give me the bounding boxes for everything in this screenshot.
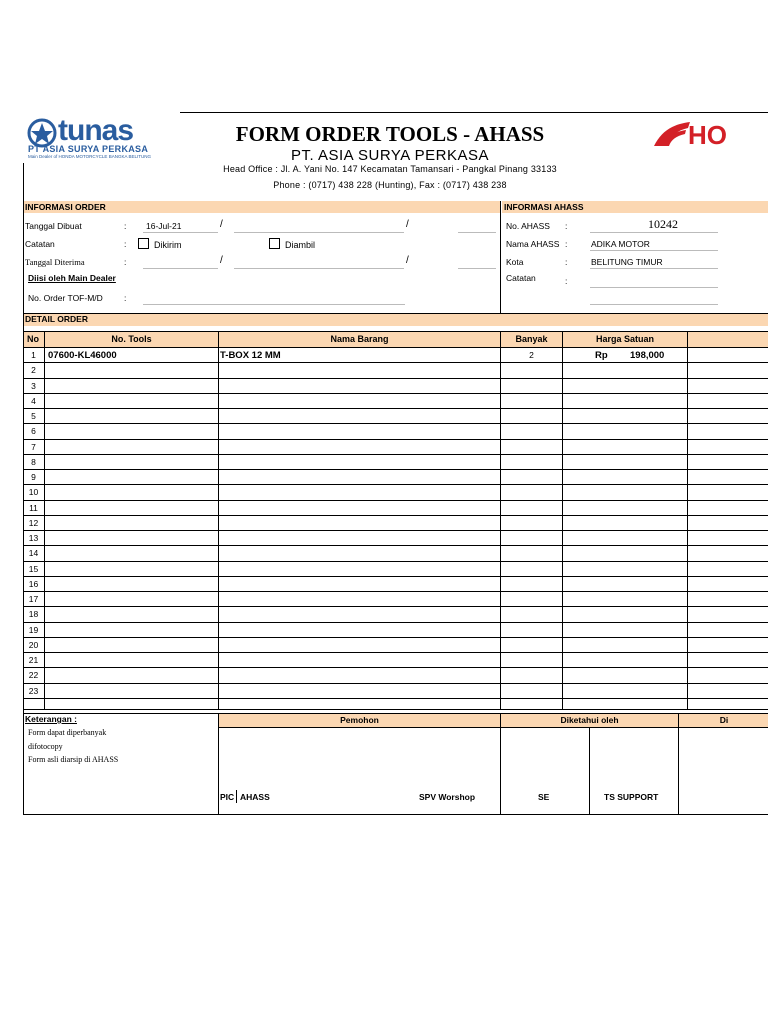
row-number: 1 [31, 350, 36, 360]
se-label: SE [538, 792, 550, 802]
row-number: 22 [28, 670, 39, 681]
col-no: No [27, 334, 39, 344]
row-rule [23, 530, 768, 531]
row-rule [23, 637, 768, 638]
row-rule [23, 606, 768, 607]
ts-support-label: TS SUPPORT [604, 792, 659, 802]
row-rule [23, 362, 768, 363]
row-number: 10 [28, 487, 39, 498]
diketahui-label: Diketahui oleh [560, 715, 619, 725]
field-line [458, 232, 496, 233]
field-line [590, 250, 718, 251]
col-no-tools: No. Tools [111, 334, 152, 344]
footer-divider [678, 713, 679, 814]
no-order-field[interactable] [143, 304, 405, 305]
col-banyak: Banyak [515, 334, 548, 344]
table-header-rule [23, 347, 768, 348]
note-3: Form asli diarsip di AHASS [28, 755, 119, 764]
footer-divider [500, 713, 501, 814]
no-ahass-label: No. AHASS [506, 221, 550, 231]
field-line [234, 232, 404, 233]
row-number: 8 [31, 456, 36, 467]
col-harga-satuan: Harga Satuan [595, 334, 655, 344]
field-line [234, 268, 404, 269]
row-rule [23, 515, 768, 516]
kota-value[interactable]: BELITUNG TIMUR [591, 257, 663, 267]
colon: : [565, 221, 568, 231]
nama-ahass-value[interactable]: ADIKA MOTOR [591, 239, 650, 249]
col-nama-barang: Nama Barang [330, 334, 389, 344]
row-number: 23 [28, 685, 39, 696]
slash: / [220, 255, 223, 266]
colon: : [124, 257, 127, 267]
order-info-title: INFORMASI ORDER [25, 202, 106, 212]
honda-logo [652, 118, 768, 152]
row-banyak: 2 [529, 350, 534, 360]
colon: : [124, 239, 127, 249]
tunas-logo [26, 116, 156, 160]
colon: : [124, 293, 127, 303]
field-line [143, 268, 218, 269]
row-number: 5 [31, 411, 36, 421]
row-number: 17 [28, 594, 39, 604]
row-number: 15 [28, 563, 39, 574]
pic-label: PIC [220, 792, 235, 802]
field-line [590, 304, 718, 305]
kota-label: Kota [506, 257, 524, 267]
keterangan-label: Keterangan : [25, 714, 77, 724]
ahass-sign-label: AHASS [240, 792, 270, 802]
colon: : [565, 239, 568, 249]
row-rule [23, 439, 768, 440]
row-rule [23, 393, 768, 394]
footer-bottom-rule [23, 814, 768, 815]
row-rule [23, 698, 768, 699]
tunas-tagline: Main Dealer of HONDA MOTORCYCLE BANGKA BELITUNG [28, 154, 151, 159]
extra-approval-label: Di [719, 715, 729, 725]
row-rule [23, 622, 768, 623]
catatan-label: Catatan [25, 239, 55, 249]
row-rule [23, 500, 768, 501]
pemohon-label: Pemohon [340, 715, 379, 725]
footer-divider [589, 727, 590, 814]
colon: : [565, 276, 568, 286]
row-number: 2 [31, 365, 36, 376]
detail-order-band [24, 314, 768, 326]
row-number: 13 [28, 533, 39, 543]
field-line [143, 232, 218, 233]
tunas-subtitle: PT ASIA SURYA PERKASA [28, 144, 149, 154]
row-rule [23, 408, 768, 409]
field-line [590, 268, 718, 269]
info-divider [500, 201, 501, 313]
row-number: 21 [28, 655, 39, 665]
field-line [458, 268, 496, 269]
row-number: 19 [28, 624, 39, 635]
main-dealer-label: Diisi oleh Main Dealer [28, 273, 116, 283]
row-rule [23, 545, 768, 546]
diambil-label: Diambil [285, 240, 316, 250]
row-number: 16 [28, 578, 39, 589]
row-rp: Rp [595, 350, 608, 361]
row-rule [23, 667, 768, 668]
row-number: 12 [28, 517, 39, 528]
row-rule [23, 591, 768, 592]
field-line [590, 287, 718, 288]
nama-ahass-label: Nama AHASS [506, 239, 560, 249]
slash: / [406, 255, 409, 266]
footer-header-rule [219, 727, 768, 728]
slash: / [406, 219, 409, 230]
colon: : [565, 257, 568, 267]
tanggal-dibuat-value[interactable]: 16-Jul-21 [146, 221, 182, 231]
phone-fax: Phone : (0717) 438 228 (Hunting), Fax : (0717) 438 238 [273, 180, 507, 190]
note-2: difotocopy [28, 742, 63, 751]
tanggal-diterima-label: Tanggal Diterima [25, 257, 85, 267]
row-rule [23, 423, 768, 424]
row-harga: 198,000 [630, 350, 665, 361]
note-1: Form dapat diperbanyak [28, 728, 107, 737]
field-line [590, 232, 718, 233]
honda-wing-icon [652, 120, 692, 150]
table-bottom-rule [23, 709, 768, 710]
dikirim-checkbox[interactable] [138, 238, 149, 249]
head-office-address: Head Office : Jl. A. Yani No. 147 Kecamatan Tamansari - Pangkal Pinang 33133 [223, 164, 557, 174]
row-number: 7 [31, 441, 36, 452]
row-number: 3 [31, 380, 36, 391]
row-rule [23, 454, 768, 455]
no-ahass-value[interactable]: 10242 [648, 217, 678, 231]
row-number: 20 [28, 639, 39, 650]
row-number: 9 [31, 472, 36, 482]
row-no-tools: 07600-KL46000 [48, 350, 117, 361]
catatan-ahass-label: Catatan [506, 273, 536, 283]
dikirim-label: Dikirim [154, 240, 182, 250]
tunas-wordmark: tunas [58, 114, 134, 147]
footer-divider [218, 713, 219, 814]
ahass-info-title: INFORMASI AHASS [504, 202, 584, 212]
row-number: 14 [28, 548, 39, 559]
diambil-checkbox[interactable] [269, 238, 280, 249]
row-rule [23, 652, 768, 653]
row-rule [23, 561, 768, 562]
row-number: 4 [31, 395, 36, 406]
slash: / [220, 219, 223, 230]
honda-wordmark: HO [688, 120, 727, 150]
company-name: PT. ASIA SURYA PERKASA [290, 147, 490, 164]
row-number: 6 [31, 426, 36, 437]
colon: : [124, 221, 127, 231]
pic-divider [236, 790, 237, 803]
tanggal-dibuat-label: Tanggal Dibuat [25, 221, 82, 231]
detail-order-title: DETAIL ORDER [25, 314, 88, 324]
row-rule [23, 378, 768, 379]
row-rule [23, 484, 768, 485]
row-number: 18 [28, 609, 39, 620]
form-title: FORM ORDER TOOLS - AHASS [235, 122, 545, 146]
spv-label: SPV Worshop [419, 792, 476, 802]
no-order-label: No. Order TOF-M/D [28, 293, 103, 303]
row-rule [23, 576, 768, 577]
row-rule [23, 683, 768, 684]
top-rule [180, 112, 768, 113]
row-nama-barang: T-BOX 12 MM [220, 350, 281, 361]
row-number: 11 [29, 502, 38, 513]
row-rule [23, 469, 768, 470]
